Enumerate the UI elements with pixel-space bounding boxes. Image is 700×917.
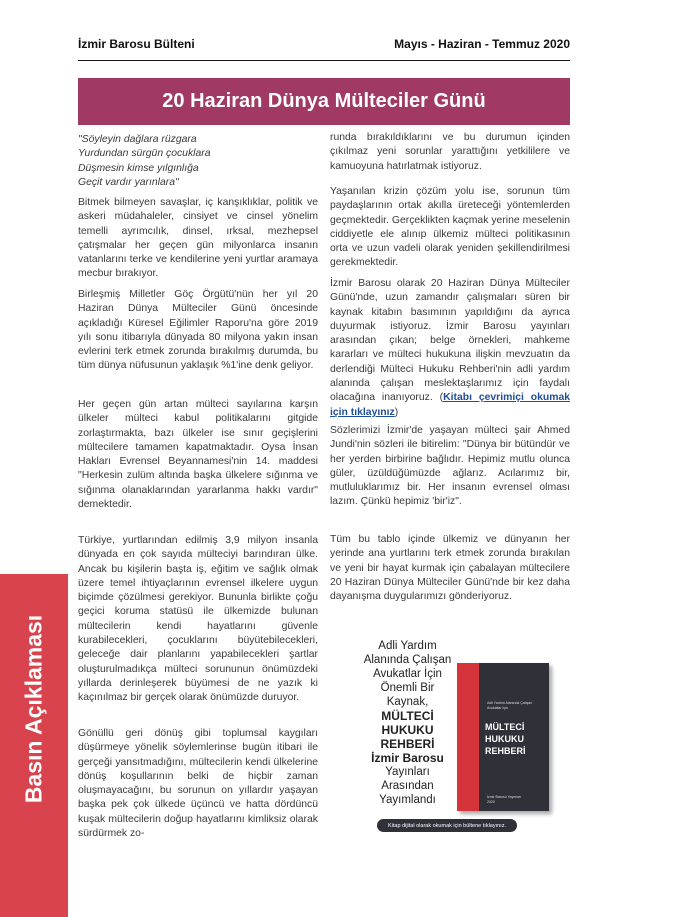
paragraph: Her geçen gün artan mülteci sayılarına karşın ülkeler mülteci kabul politikalarını gitgide zorlaştırmakta, bazı ülkeler ise sınır geçişlerini mültecilere tamamen kapatmaktadır. Oysa İnsan Hakları Evrensel Beyannamesi'nin 14. maddesi "Herkesin zulüm altında başka ülkelere sığınma ve sığınma olanaklarından yararlanma hakkı vardır" demektedir. xyxy=(78,399,318,511)
book-title-line: MÜLTECİ xyxy=(485,722,525,732)
quote-line: "Söyleyin dağlara rüzgara xyxy=(78,134,197,145)
promo-line: Yayımlandı xyxy=(379,794,436,806)
promo-bold-line: HUKUKU xyxy=(381,723,434,737)
promo-bold-line: REHBERİ xyxy=(380,737,435,751)
issue-date: Mayıs - Haziran - Temmuz 2020 xyxy=(394,37,570,51)
publication-name: İzmir Barosu Bülteni xyxy=(78,37,195,51)
paragraph: Birleşmiş Milletler Göç Örgütü'nün her yıl 20 Haziran Dünya Mülteciler Günü öncesinde açıkladığı Küresel Eğilimler Raporu'na göre 2019 yılı sonu itibarıyla dünyada 80 milyona yakın insan evlerini terk etmek zorunda bırakılmış durumda, bu tüm dünya nüfusunun yaklaşık %1'ine denk geliyor. xyxy=(78,289,318,372)
paragraph: Sözlerimizi İzmir'de yaşayan mülteci şair Ahmed Jundi'nin sözleri ile bitirelim: "Dünya bir bütündür ve her yerden birbirine bağlıdır. Hepimiz mutlu olunca güler, üzüldüğümüzde ağlarız. Acılarımız bir, mutluluklarımız bir. Her insanın evrensel olması lazım. Çünkü hepimiz 'bir'iz". xyxy=(330,425,570,508)
paragraph: Tüm bu tablo içinde ülkemiz ve dünyanın her yerinde ana yurtlarını terk etmek zorunda bırakılan ve yeni bir hayat kurmak için çabalayan mültecilere 20 Haziran Dünya Mülteciler Günü'nde bir kez daha dayanışma duygularımızı gönderiyoruz. xyxy=(330,534,570,603)
book-title xyxy=(485,721,526,757)
book-title-line: REHBERİ xyxy=(485,746,526,756)
paragraph-text: İzmir Barosu olarak 20 Haziran Dünya Mülteciler Günü'nde, uzun zamandır çalışmaları süren bir kaynak kitabın basımının yapıldığını da ayrıca duyurmak istiyoruz. İzmir Barosu yayınları arasından çıkan; belge örnekleri, mahkeme kararları ve mülteci hukukuna ilişkin mevzuatın da derlendiği Mülteci Hukuku Rehberi'nin adli yardım alanında çalışan meslektaşlarımız için faydalı olacağına inanıyoruz. xyxy=(330,278,570,404)
section-sidebar xyxy=(0,574,68,917)
book-title-line: HUKUKU xyxy=(485,734,524,744)
book-promo-image[interactable] xyxy=(345,635,570,845)
link-paren: ) xyxy=(394,406,399,418)
promo-line: Avukatlar İçin xyxy=(373,668,442,680)
section-label: Basın Açıklaması xyxy=(20,614,47,804)
paragraph xyxy=(330,277,570,420)
promo-line: Arasından xyxy=(381,780,434,792)
header-divider xyxy=(78,60,570,61)
promo-line: Alanında Çalışan xyxy=(363,654,452,666)
promo-bold-line: MÜLTECİ xyxy=(381,709,434,723)
opening-quote xyxy=(78,133,318,190)
quote-line: Düşmesin kimse yılgınlığa xyxy=(78,162,199,174)
paragraph: runda bırakıldıklarını ve bu durumun içinden çıkılmaz yeni sorunlar yarattığını yetkililere ve kamuoyuna hatırlatmak istiyoruz. xyxy=(330,132,570,172)
paragraph: Gönüllü geri dönüş gibi toplumsal kaygıları düşürmeye yönelik söylemlerinse bugün itibari ile gerçeği yansıtmadığını, mültecilerin kendi ülkelerine dönüş koşullarının belki de hiçbir zaman oluşmayacağını, bu sorunun on yıllardır yaşayan başka pek çok ülkede üçüncü ve hatta dördüncü kuşak mültecilerin doğup hayatlarını kimliksiz olarak sürdürmek zo- xyxy=(78,728,318,840)
quote-line: Yurdundan sürgün çocuklara xyxy=(78,148,211,160)
paragraph: Yaşanılan krizin çözüm yolu ise, sorunun tüm paydaşlarının ortak akılla üreteceği yöntemlerden geçmektedir. Gerçeklikten kaçmak yerine meselenin ciddiyetle ele alınıp ülkemiz mülteci politikasının orta ve uzun vadeli olarak yeniden şekillendirilmesi gerekmektedir. xyxy=(330,186,570,269)
article-title: 20 Haziran Dünya Mülteciler Günü xyxy=(78,78,570,125)
promo-line: Yayınları xyxy=(385,766,430,778)
book-footer: İzmir Barosu Yayınları 2020 xyxy=(487,795,522,804)
paragraph: Bitmek bilmeyen savaşlar, iç kanşıklıklar, politik ve askeri müdahaleler, cinsiyet ve cinsel yönelim temelli ayrımcılık, dinsel, ırksal, mezhepsel çatışmalar her geçen gün milyonlarca insanın vatanlarını terke ve kendilerine yeni yurtlar aramaya mecbur bırakıyor. xyxy=(78,197,318,280)
promo-line: Adli Yardım xyxy=(378,640,437,652)
promo-bold-line: İzmir Barosu xyxy=(371,751,444,765)
quote-line: Geçit vardır yarınlara" xyxy=(78,176,179,188)
read-book-online-link[interactable]: Kitabı çevrimiçi okumak için tıklayınız xyxy=(330,392,571,418)
book-cover xyxy=(457,663,549,811)
link-paren: ( xyxy=(439,392,444,404)
paragraph: Türkiye, yurtlarından edilmiş 3,9 milyon insanla dünyada en çok sayıda mülteciyi barındıran ülke. Ancak bu kişilerin başta iş, eğitim ve sağlık olmak üzere temel ihtiyaçlarının evrensel ilkelere uygun biçimde çözülmesi gerekiyor. Bununla birlikte çoğu geçici koruma statüsü ile ülkemizde bulunan mültecilerin kendi hayatlarını güvenle kurabilecekleri, çocuklarını büyütebilecekleri, geleceğe dair planlarını yapabilecekleri şartlar oluşturulmadıkça mülteci sorununun önümüzdeki yıllarda derinleşerek büyümesi de ne yazık ki kaçınılmaz bir gerçek olarak önümüzde duruyor. xyxy=(78,535,318,704)
promo-text xyxy=(345,639,470,807)
promo-line: Önemli Bir xyxy=(380,682,435,694)
read-digital-button[interactable]: Kitap dijital olarak okumak için bültene tıklayınız. xyxy=(377,819,517,832)
promo-line: Kaynak, xyxy=(386,696,429,708)
book-subtitle: Adli Yardım Alanında Çalışan Avukatlar İçin xyxy=(487,701,533,710)
book-cover-strip xyxy=(457,663,479,811)
